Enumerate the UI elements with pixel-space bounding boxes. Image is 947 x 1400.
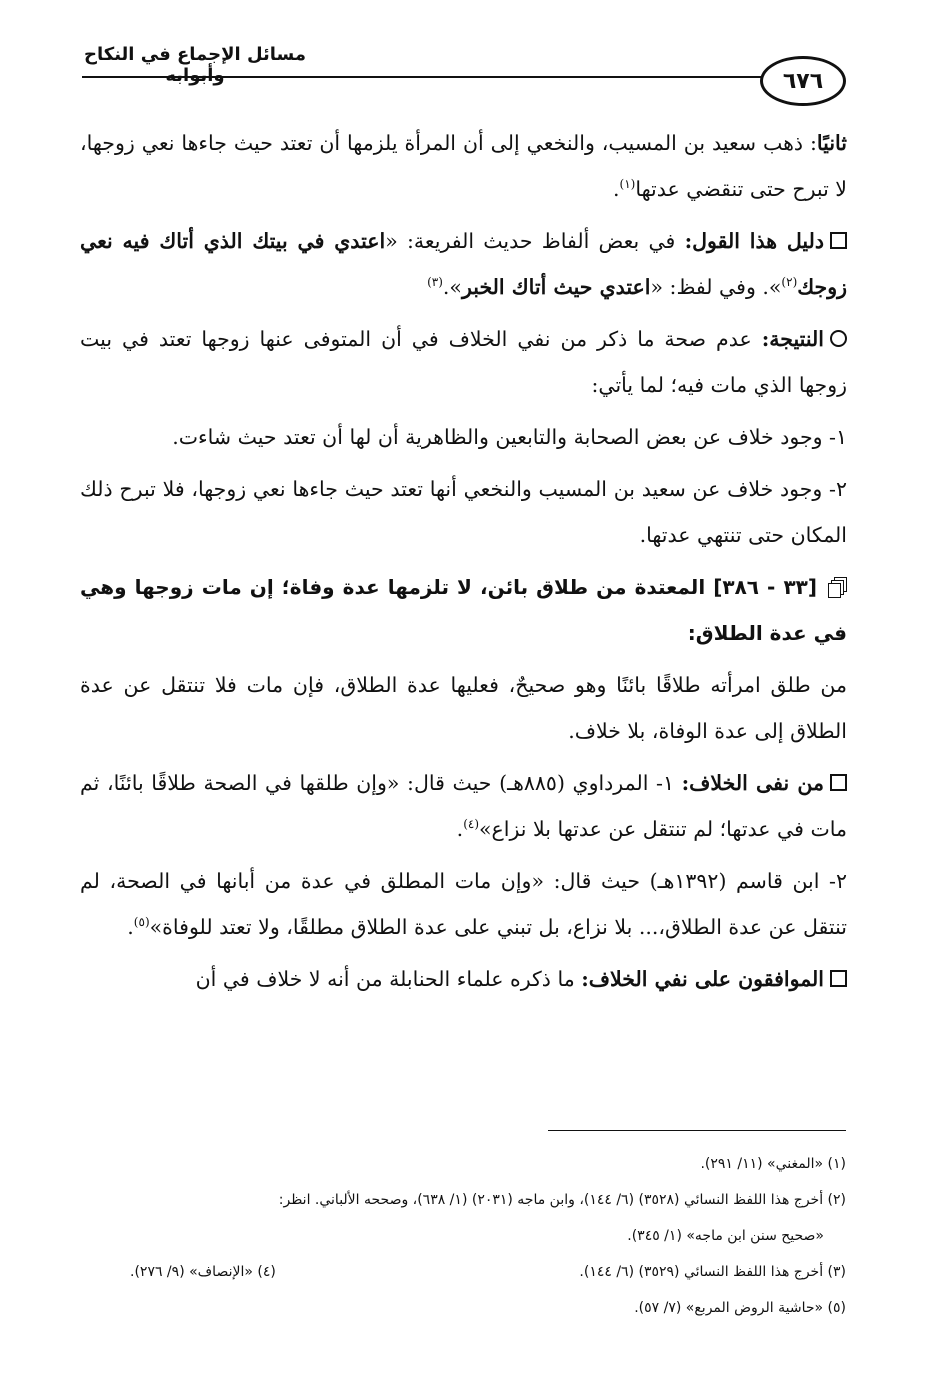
- footnote-ref-5: (٥): [133, 915, 150, 930]
- paragraph-negators: [80, 760, 847, 852]
- paragraph-ibn-qasim: [80, 858, 847, 950]
- paragraph-agreeing: [80, 956, 847, 1002]
- paragraph-label: الموافقون على نفي الخلاف:: [581, 967, 824, 991]
- paragraph-evidence: [80, 218, 847, 310]
- section-heading-block: [80, 564, 847, 656]
- paragraph-text: .: [456, 817, 464, 841]
- paragraph-label: ثانيًا: [816, 131, 847, 155]
- square-bullet-icon: [830, 232, 847, 249]
- square-bullet-icon: [830, 970, 847, 987]
- footnotes: [70, 1146, 846, 1326]
- paragraph-text: ٢- ابن قاسم (١٣٩٢هـ) حيث قال: «وإن مات المطلق في عدة من أبانها في الصحة، لم تنتقل عن عدة الطلاق،... بلا نزاع، بل تبني على عدة الطلاق مطلقًا، ولا تعتد للوفاة»: [80, 869, 847, 939]
- footnote-4: (٤) «الإنصاف» (٩/ ٢٧٦).: [130, 1264, 276, 1280]
- footnote-ref-1: (١): [619, 177, 636, 192]
- page-number: ٦٧٦: [782, 68, 824, 94]
- running-title: مسائل الإجماع في النكاح وأبوابه: [84, 44, 306, 86]
- header-rule: [82, 76, 772, 78]
- paragraph-text: .: [127, 915, 134, 939]
- paragraph-text: عدم صحة ما ذكر من نفي الخلاف في أن المتوفى عنها زوجها تعتد في بيت زوجها الذي مات فيه؛ لما يأتي:: [80, 327, 847, 397]
- paragraph-label: النتيجة:: [761, 327, 824, 351]
- footnote-1: (١) «المغني» (١١/ ٢٩١).: [700, 1156, 846, 1172]
- footnote-5: (٥) «حاشية الروض المربع» (٧/ ٥٧).: [634, 1300, 846, 1316]
- paragraph-text: ١- المرداوي (٨٨٥هـ) حيث قال: «وإن طلقها في الصحة طلاقًا بائنًا، ثم مات في عدتها؛ لم تنتقل عن عدتها بلا نزاع»: [80, 771, 847, 841]
- paragraph-secondly: ثانيًا: ذهب سعيد بن المسيب، والنخعي إلى أن المرأة يلزمها أن تعتد حيث جاءها نعي زوجها، لا تبرح حتى تنقضي عدتها$^{(١)}$.: [80, 131, 847, 201]
- main-text: [80, 120, 847, 1008]
- paragraph-ruling: من طلق امرأته طلاقًا بائنًا وهو صحيحٌ، فعليها عدة الطلاق، فإن مات فلا تنتقل عن عدة الطلاق إلى عدة الوفاة، بلا خلاف.: [80, 673, 847, 743]
- paragraph-result: [80, 316, 847, 408]
- paragraph-point-2: ٢- وجود خلاف عن سعيد بن المسيب والنخعي أنها تعتد حيث جاءها نعي زوجها، فلا تبرح ذلك المكان حتى تنتهي عدتها.: [80, 477, 847, 547]
- paragraph-text: ما ذكره علماء الحنابلة من أنه لا خلاف في أن: [195, 967, 582, 991]
- footnote-2: (٢) أخرج هذا اللفظ النسائي (٣٥٢٨) (٦/ ١٤٤)، وابن ماجه (٢٠٣١) (١/ ٦٣٨)، وصححه الألباني. انظر:: [278, 1192, 846, 1208]
- footnote-row: [70, 1254, 846, 1290]
- footnote-ref-4: (٤): [463, 817, 480, 832]
- hadith-quote: اعتدي حيث أتاك الخبر: [461, 275, 651, 299]
- section-heading: [80, 564, 847, 656]
- footnote-ref-3: (٣): [427, 275, 443, 290]
- section-heading-text: [٣٣ - ٣٨٦] المعتدة من طلاق بائن، لا تلزمها عدة وفاة؛ إن مات زوجها وهي في عدة الطلاق:: [80, 575, 847, 645]
- footnote-3: (٣) أخرج هذا اللفظ النسائي (٣٥٢٩) (٦/ ١٤٤).: [579, 1264, 846, 1280]
- footnote-2-continued: «صحيح سنن ابن ماجه» (١/ ٣٤٥).: [627, 1228, 824, 1244]
- square-bullet-icon: [830, 774, 847, 791]
- paragraph-label: دليل هذا القول:: [684, 229, 824, 253]
- paragraph-label: من نفى الخلاف:: [681, 771, 824, 795]
- footnote-rule: [548, 1130, 846, 1131]
- paragraph-text: : ذهب سعيد بن المسيب، والنخعي إلى أن المرأة يلزمها أن تعتد حيث جاءها نعي زوجها، لا تبرح حتى تنقضي عدتها: [80, 131, 847, 201]
- paragraph-text: ». وفي لفظ: «: [650, 275, 782, 299]
- paragraph-text: في بعض ألفاظ حديث الفريعة: «: [385, 229, 685, 253]
- hadith-quote: اعتدي في بيتك الذي أتاك فيه نعي زوجك: [80, 229, 847, 299]
- page-number-badge: [760, 56, 846, 106]
- footnote-ref-2: (٢): [781, 275, 798, 290]
- stacked-pages-icon: [827, 577, 847, 597]
- paragraph-text: ».: [442, 275, 462, 299]
- circle-bullet-icon: [830, 330, 847, 347]
- paragraph-point-1: ١- وجود خلاف عن بعض الصحابة والتابعين والظاهرية أن لها أن تعتد حيث شاءت.: [172, 425, 847, 449]
